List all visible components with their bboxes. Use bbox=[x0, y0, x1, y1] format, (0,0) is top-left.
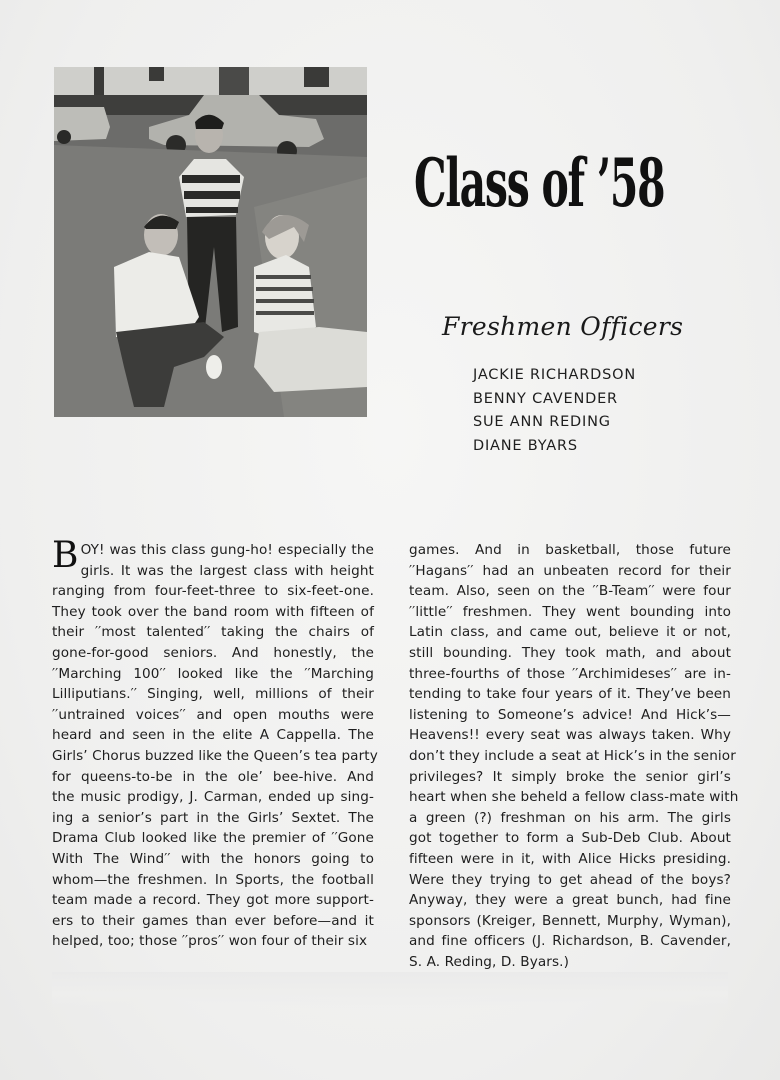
body-column-left bbox=[52, 535, 378, 952]
body-text-line: ers to their games than ever before—and it bbox=[52, 912, 374, 929]
body-text-line: heard and seen in the elite A Cappella. The bbox=[52, 727, 374, 744]
page-bleed-through bbox=[52, 972, 728, 1008]
body-text-line: girls. It was the largest class with height bbox=[80, 562, 374, 579]
body-text-line: got together to form a Sub-Deb Club. About bbox=[409, 830, 731, 847]
body-text-line: privileges? It simply broke the senior girl’s bbox=[409, 768, 731, 785]
body-text-line: whom—the freshmen. In Sports, the football bbox=[52, 871, 374, 888]
body-text-line: games. And in basketball, those future bbox=[409, 542, 731, 558]
body-text-line: a green (?) freshman on his arm. The girls bbox=[409, 809, 731, 826]
officer-name: JACKIE RICHARDSON bbox=[473, 367, 636, 383]
body-column-right bbox=[409, 540, 739, 972]
body-text-line: three-fourths of those ′′Archimideses′′ are in- bbox=[409, 665, 731, 682]
officer-name: SUE ANN REDING bbox=[473, 414, 611, 430]
body-text-line: ′′Marching 100′′ looked like the ′′Marching bbox=[52, 665, 374, 682]
body-text-line: Were they trying to get ahead of the boys? bbox=[409, 871, 731, 888]
body-text-line: ranging from four-feet-three to six-feet-one. bbox=[52, 583, 374, 600]
body-text-line: gone-for-good seniors. And honestly, the bbox=[52, 644, 374, 661]
body-text-line: listening to Someone’s advice! And Hick’s— bbox=[409, 706, 731, 723]
officers-list bbox=[473, 364, 636, 458]
body-text-line: Heavens!! every seat was always taken. Why bbox=[409, 727, 731, 744]
group-photo-icon bbox=[54, 67, 367, 417]
body-text-line: With The Wind′′ with the honors going to bbox=[52, 850, 374, 867]
body-text-line: still bounding. They took math, and about bbox=[409, 644, 731, 661]
officers-heading: Freshmen Officers bbox=[442, 312, 684, 341]
body-text-line: tending to take four years of it. They’ve been bbox=[409, 686, 731, 703]
body-text-line: S. A. Reding, D. Byars.) bbox=[409, 953, 569, 970]
officer-name: BENNY CAVENDER bbox=[473, 390, 618, 407]
body-text-line: the music prodigy, J. Carman, ended up sing- bbox=[52, 789, 374, 806]
officer-name: DIANE BYARS bbox=[473, 437, 578, 454]
body-text-line: don’t they include a seat at Hick’s in the senior bbox=[409, 747, 736, 764]
body-text-line: Girls’ Chorus buzzed like the Queen’s tea party bbox=[52, 747, 378, 764]
page-title: Class of ’58 bbox=[414, 144, 665, 222]
body-text-line: sponsors (Kreiger, Bennett, Murphy, Wyman), bbox=[409, 912, 731, 929]
body-text-line: Anyway, they were a great bunch, had fine bbox=[409, 892, 731, 909]
body-text-line: They took over the band room with fifteen of bbox=[52, 603, 374, 620]
body-text-line: ′′Hagans′′ had an unbeaten record for their bbox=[409, 562, 731, 579]
body-text-line: and fine officers (J. Richardson, B. Cavender, bbox=[409, 933, 731, 950]
drop-cap: B bbox=[52, 535, 79, 576]
body-text-line: Drama Club looked like the premier of ′′Gone bbox=[52, 830, 374, 847]
body-text-line: ′′untrained voices′′ and open mouths were bbox=[52, 706, 374, 723]
body-text-line: fifteen were in it, with Alice Hicks presiding. bbox=[409, 850, 731, 867]
body-text-line: heart when she beheld a fellow class-mate with bbox=[409, 789, 739, 806]
body-text-line: team made a record. They got more support- bbox=[52, 892, 374, 909]
body-text-line: OY! was this class gung-ho! especially the bbox=[80, 542, 374, 558]
body-text-line: Latin class, and came out, believe it or not, bbox=[409, 624, 731, 641]
body-text-line: for queens-to-be in the ole’ bee-hive. And bbox=[52, 768, 374, 785]
body-text-line: ing a senior’s part in the Girls’ Sextet. The bbox=[52, 809, 374, 826]
class-officers-photo bbox=[54, 67, 367, 417]
body-text-line: team. Also, seen on the ′′B-Team′′ were four bbox=[409, 583, 731, 600]
body-text-line: Lilliputians.′′ Singing, well, millions of their bbox=[52, 686, 374, 703]
body-text-line: ′′little′′ freshmen. They went bounding into bbox=[409, 603, 731, 620]
body-text-line: their ′′most talented′′ taking the chairs of bbox=[52, 624, 374, 641]
body-text-line: helped, too; those ′′pros′′ won four of their six bbox=[52, 933, 368, 950]
